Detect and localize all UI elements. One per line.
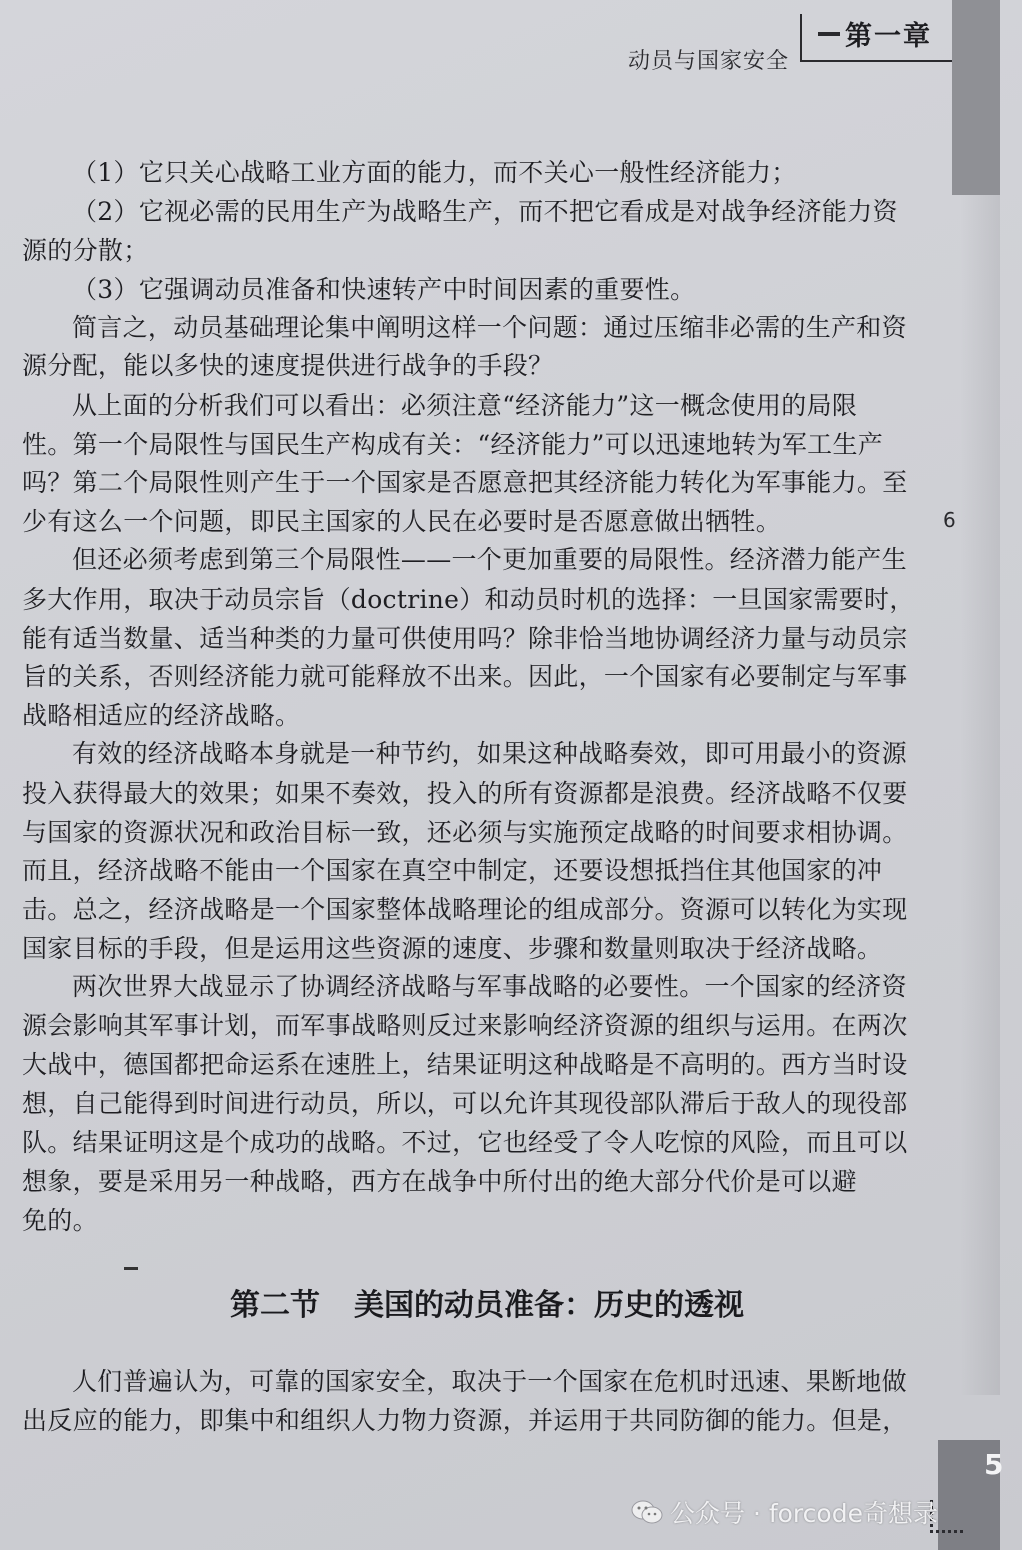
text-line: （1）它只关心战略工业方面的能力，而不关心一般性经济能力； bbox=[72, 158, 797, 187]
text-line: 有效的经济战略本身就是一种节约，如果这种战略奏效，即可用最小的资源 bbox=[72, 739, 907, 768]
text-line: 但还必须考虑到第三个局限性——一个更加重要的局限性。经济潜力能产生 bbox=[72, 545, 907, 574]
text-line: 击。总之，经济战略是一个国家整体战略理论的组成部分。资源可以转化为实现 bbox=[22, 895, 908, 924]
text-line: 而且，经济战略不能由一个国家在真空中制定，还要设想抵挡住其他国家的冲 bbox=[22, 856, 883, 885]
text-line: 与国家的资源状况和政治目标一致，还必须与实施预定战略的时间要求相协调。 bbox=[22, 818, 908, 847]
text-line: 性。第一个局限性与国民生产构成有关：“经济能力”可以迅速地转为军工生产 bbox=[22, 430, 884, 459]
wechat-icon bbox=[630, 1499, 664, 1525]
text-line: 大战中，德国都把命运系在速胜上，结果证明这种战略是不高明的。西方当时设 bbox=[22, 1050, 908, 1079]
text-line: 免的。 bbox=[22, 1206, 98, 1235]
stray-ink-mark bbox=[124, 1267, 138, 1270]
running-head-title: 动员与国家安全 bbox=[628, 49, 790, 74]
text-line: 出反应的能力，即集中和组织人力物力资源，并运用于共同防御的能力。但是， bbox=[22, 1406, 908, 1435]
text-line: 吗？第二个局限性则产生于一个国家是否愿意把其经济能力转化为军事能力。至 bbox=[22, 468, 908, 497]
section-heading bbox=[230, 1280, 744, 1324]
watermark-text: 公众号 · forcode奇想录 bbox=[670, 1499, 938, 1528]
text-line: 少有这么一个问题，即民主国家的人民在必要时是否愿意做出牺牲。 bbox=[22, 507, 782, 536]
text-line: 队。结果证明这是个成功的战略。不过，它也经受了令人吃惊的风险，而且可以 bbox=[22, 1128, 908, 1157]
page-number: 5 bbox=[984, 1448, 1004, 1481]
chapter-dash bbox=[818, 32, 840, 36]
text-line: 多大作用，取决于动员宗旨（doctrine）和动员时机的选择：一旦国家需要时， bbox=[22, 585, 915, 614]
text-line: 战略相适应的经济战略。 bbox=[22, 701, 301, 730]
watermark bbox=[630, 1494, 938, 1530]
text-line: 想象，要是采用另一种战略，西方在战争中所付出的绝大部分代价是可以避 bbox=[22, 1167, 857, 1196]
text-line: （2）它视必需的民用生产为战略生产，而不把它看成是对战争经济能力资 bbox=[72, 197, 898, 226]
text-line: 源分配，能以多快的速度提供进行战争的手段？ bbox=[22, 351, 554, 380]
chapter-label: 第一章 bbox=[845, 21, 932, 52]
text-line: 源会影响其军事计划，而军事战略则反过来影响经济资源的组织与运用。在两次 bbox=[22, 1011, 908, 1040]
text-line: 两次世界大战显示了协调经济战略与军事战略的必要性。一个国家的经济资 bbox=[72, 972, 907, 1001]
section-number: 第二节 bbox=[230, 1288, 320, 1323]
text-line: （3）它强调动员准备和快速转产中时间因素的重要性。 bbox=[72, 275, 696, 304]
text-line: 简言之，动员基础理论集中阐明这样一个问题：通过压缩非必需的生产和资 bbox=[72, 313, 907, 342]
text-line: 国家目标的手段，但是运用这些资源的速度、步骤和数量则取决于经济战略。 bbox=[22, 934, 883, 963]
text-line: 源的分散； bbox=[22, 236, 149, 265]
text-line: 想，自己能得到时间进行动员，所以，可以允许其现役部队滞后于敌人的现役部 bbox=[22, 1089, 908, 1118]
text-line: 能有适当数量、适当种类的力量可供使用吗？除非恰当地协调经济力量与动员宗 bbox=[22, 624, 908, 653]
section-title: 美国的动员准备：历史的透视 bbox=[354, 1288, 744, 1323]
margin-note-number: 6 bbox=[943, 508, 956, 532]
text-line: 旨的关系，否则经济能力就可能释放不出来。因此，一个国家有必要制定与军事 bbox=[22, 662, 908, 691]
text-line: 投入获得最大的效果；如果不奏效，投入的所有资源都是浪费。经济战略不仅要 bbox=[22, 779, 908, 808]
text-line: 人们普遍认为，可靠的国家安全，取决于一个国家在危机时迅速、果断地做 bbox=[72, 1367, 907, 1396]
text-line: 从上面的分析我们可以看出：必须注意“经济能力”这一概念使用的局限 bbox=[72, 391, 858, 420]
